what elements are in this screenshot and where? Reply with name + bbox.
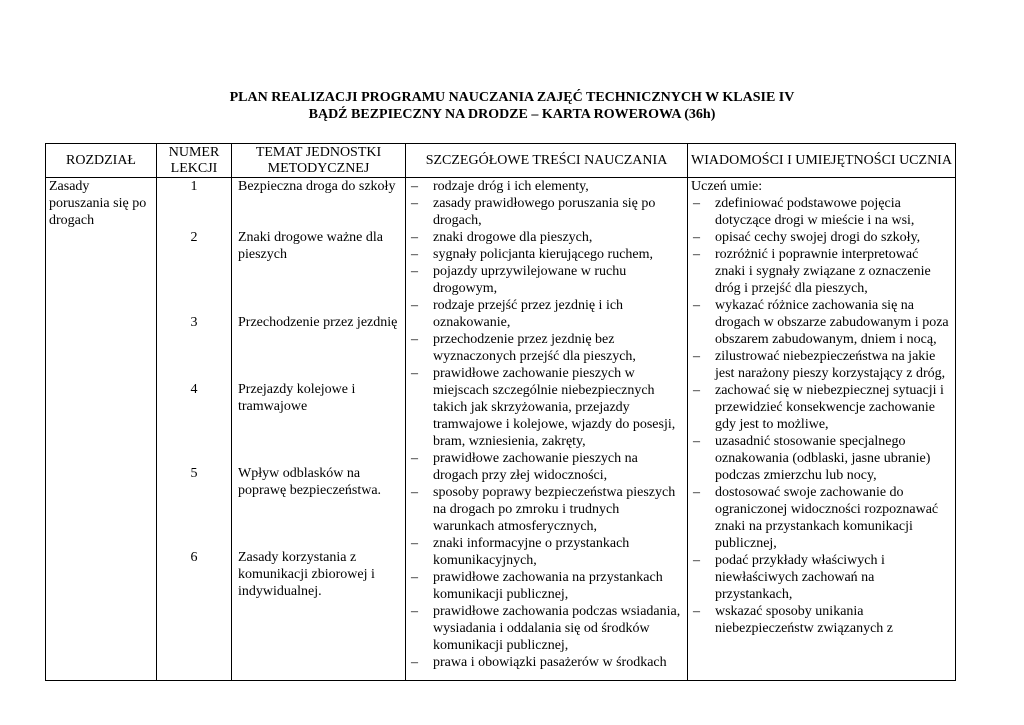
- list-item: – rodzaje dróg i ich elementy,: [409, 178, 684, 195]
- header-chapter: ROZDZIAŁ: [46, 144, 157, 178]
- list-item: – znaki drogowe dla pieszych,: [409, 229, 684, 246]
- list-item: – wykazać różnice zachowania się na drogach w obszarze zabudowanym i poza obszarem zabudowanym, dniem i nocą,: [691, 297, 952, 348]
- list-item: – prawa i obowiązki pasażerów w środkach: [409, 654, 684, 671]
- list-item: – wskazać sposoby unikania niebezpieczeństw związanych z: [691, 603, 952, 637]
- lesson-topic: Znaki drogowe ważne dla pieszych: [238, 230, 383, 262]
- list-item: – pojazdy uprzywilejowane w ruchu drogowym,: [409, 263, 684, 297]
- lesson-number: 2: [190, 230, 198, 245]
- list-item: – rozróżnić i poprawnie interpretować znaki i sygnały związane z oznaczenie dróg i przejść dla pieszych,: [691, 246, 952, 297]
- chapter-name: Zasady poruszania się po drogach: [49, 179, 147, 228]
- list-item: – rodzaje przejść przez jezdnię i ich oznakowanie,: [409, 297, 684, 331]
- header-lesson-topic: TEMAT JEDNOSTKI METODYCZNEJ: [232, 144, 406, 178]
- table-header-row: [46, 144, 956, 178]
- lesson-number-cell: [157, 178, 232, 681]
- lesson-number: 1: [190, 179, 198, 194]
- lesson-topic: Zasady korzystania z komunikacji zbiorowej i indywidualnej.: [238, 550, 375, 599]
- content-list: [409, 178, 684, 671]
- document-title-line2: BĄDŹ BEZPIECZNY NA DRODZE – KARTA ROWEROWA (36h): [308, 107, 716, 122]
- list-item: – dostosować swoje zachowanie do ograniczonej widoczności rozpoznawać znaki na przystankach komunikacji publicznej,: [691, 484, 952, 552]
- header-content: SZCZEGÓŁOWE TREŚCI NAUCZANIA: [406, 144, 688, 178]
- list-item: – zdefiniować podstawowe pojęcia dotyczące drogi w mieście i na wsi,: [691, 195, 952, 229]
- lesson-topic: Przechodzenie przez jezdnię: [238, 315, 398, 330]
- table-row: [46, 178, 956, 681]
- header-skills: WIADOMOŚCI I UMIEJĘTNOŚCI UCZNIA: [688, 144, 956, 178]
- lesson-topic: Bezpieczna droga do szkoły: [238, 179, 396, 194]
- list-item: – zachować się w niebezpiecznej sytuacji i przewidzieć konsekwencje zachowanie gdy jest to możliwe,: [691, 382, 952, 433]
- skills-cell: [688, 178, 956, 681]
- list-item: – prawidłowe zachowania na przystankach komunikacji publicznej,: [409, 569, 684, 603]
- lesson-topic-cell: [232, 178, 406, 681]
- lesson-number: 4: [190, 382, 198, 397]
- list-item: – przechodzenie przez jezdnię bez wyznaczonych przejść dla pieszych,: [409, 331, 684, 365]
- lesson-topic: Przejazdy kolejowe i tramwajowe: [238, 382, 356, 414]
- list-item: – sygnały policjanta kierującego ruchem,: [409, 246, 684, 263]
- list-item: – znaki informacyjne o przystankach komunikacyjnych,: [409, 535, 684, 569]
- curriculum-table: [45, 143, 956, 681]
- list-item: – zasady prawidłowego poruszania się po drogach,: [409, 195, 684, 229]
- list-item: – prawidłowe zachowanie pieszych na drogach przy złej widoczności,: [409, 450, 684, 484]
- chapter-cell: [46, 178, 157, 681]
- list-item: – prawidłowe zachowanie pieszych w miejscach szczególnie niebezpiecznych takich jak skrzyżowania, przejazdy tramwajowe i kolejowe, wjazdy do posesji, bram, wzniesienia, zakręty,: [409, 365, 684, 450]
- skills-intro: Uczeń umie:: [691, 179, 763, 194]
- document-title-line1: PLAN REALIZACJI PROGRAMU NAUCZANIA ZAJĘĆ TECHNICZNYCH W KLASIE IV: [229, 90, 795, 105]
- header-lesson-number: NUMER LEKCJI: [157, 144, 232, 178]
- list-item: – sposoby poprawy bezpieczeństwa pieszych na drogach po zmroku i trudnych warunkach atmosferycznych,: [409, 484, 684, 535]
- list-item: – zilustrować niebezpieczeństwa na jakie jest narażony pieszy korzystający z dróg,: [691, 348, 952, 382]
- list-item: – prawidłowe zachowania podczas wsiadania, wysiadania i oddalania się od środków komunikacji publicznej,: [409, 603, 684, 654]
- list-item: – podać przykłady właściwych i niewłaściwych zachowań na przystankach,: [691, 552, 952, 603]
- lesson-topic: Wpływ odblasków na poprawę bezpieczeństwa.: [238, 466, 382, 498]
- content-cell: [406, 178, 688, 681]
- lesson-number: 6: [190, 550, 198, 565]
- skills-list: [691, 195, 952, 637]
- list-item: – uzasadnić stosowanie specjalnego oznakowania (odblaski, jasne ubranie) podczas zmierzchu lub nocy,: [691, 433, 952, 484]
- list-item: – opisać cechy swojej drogi do szkoły,: [691, 229, 952, 246]
- lesson-number: 3: [190, 315, 198, 330]
- lesson-number: 5: [190, 466, 198, 481]
